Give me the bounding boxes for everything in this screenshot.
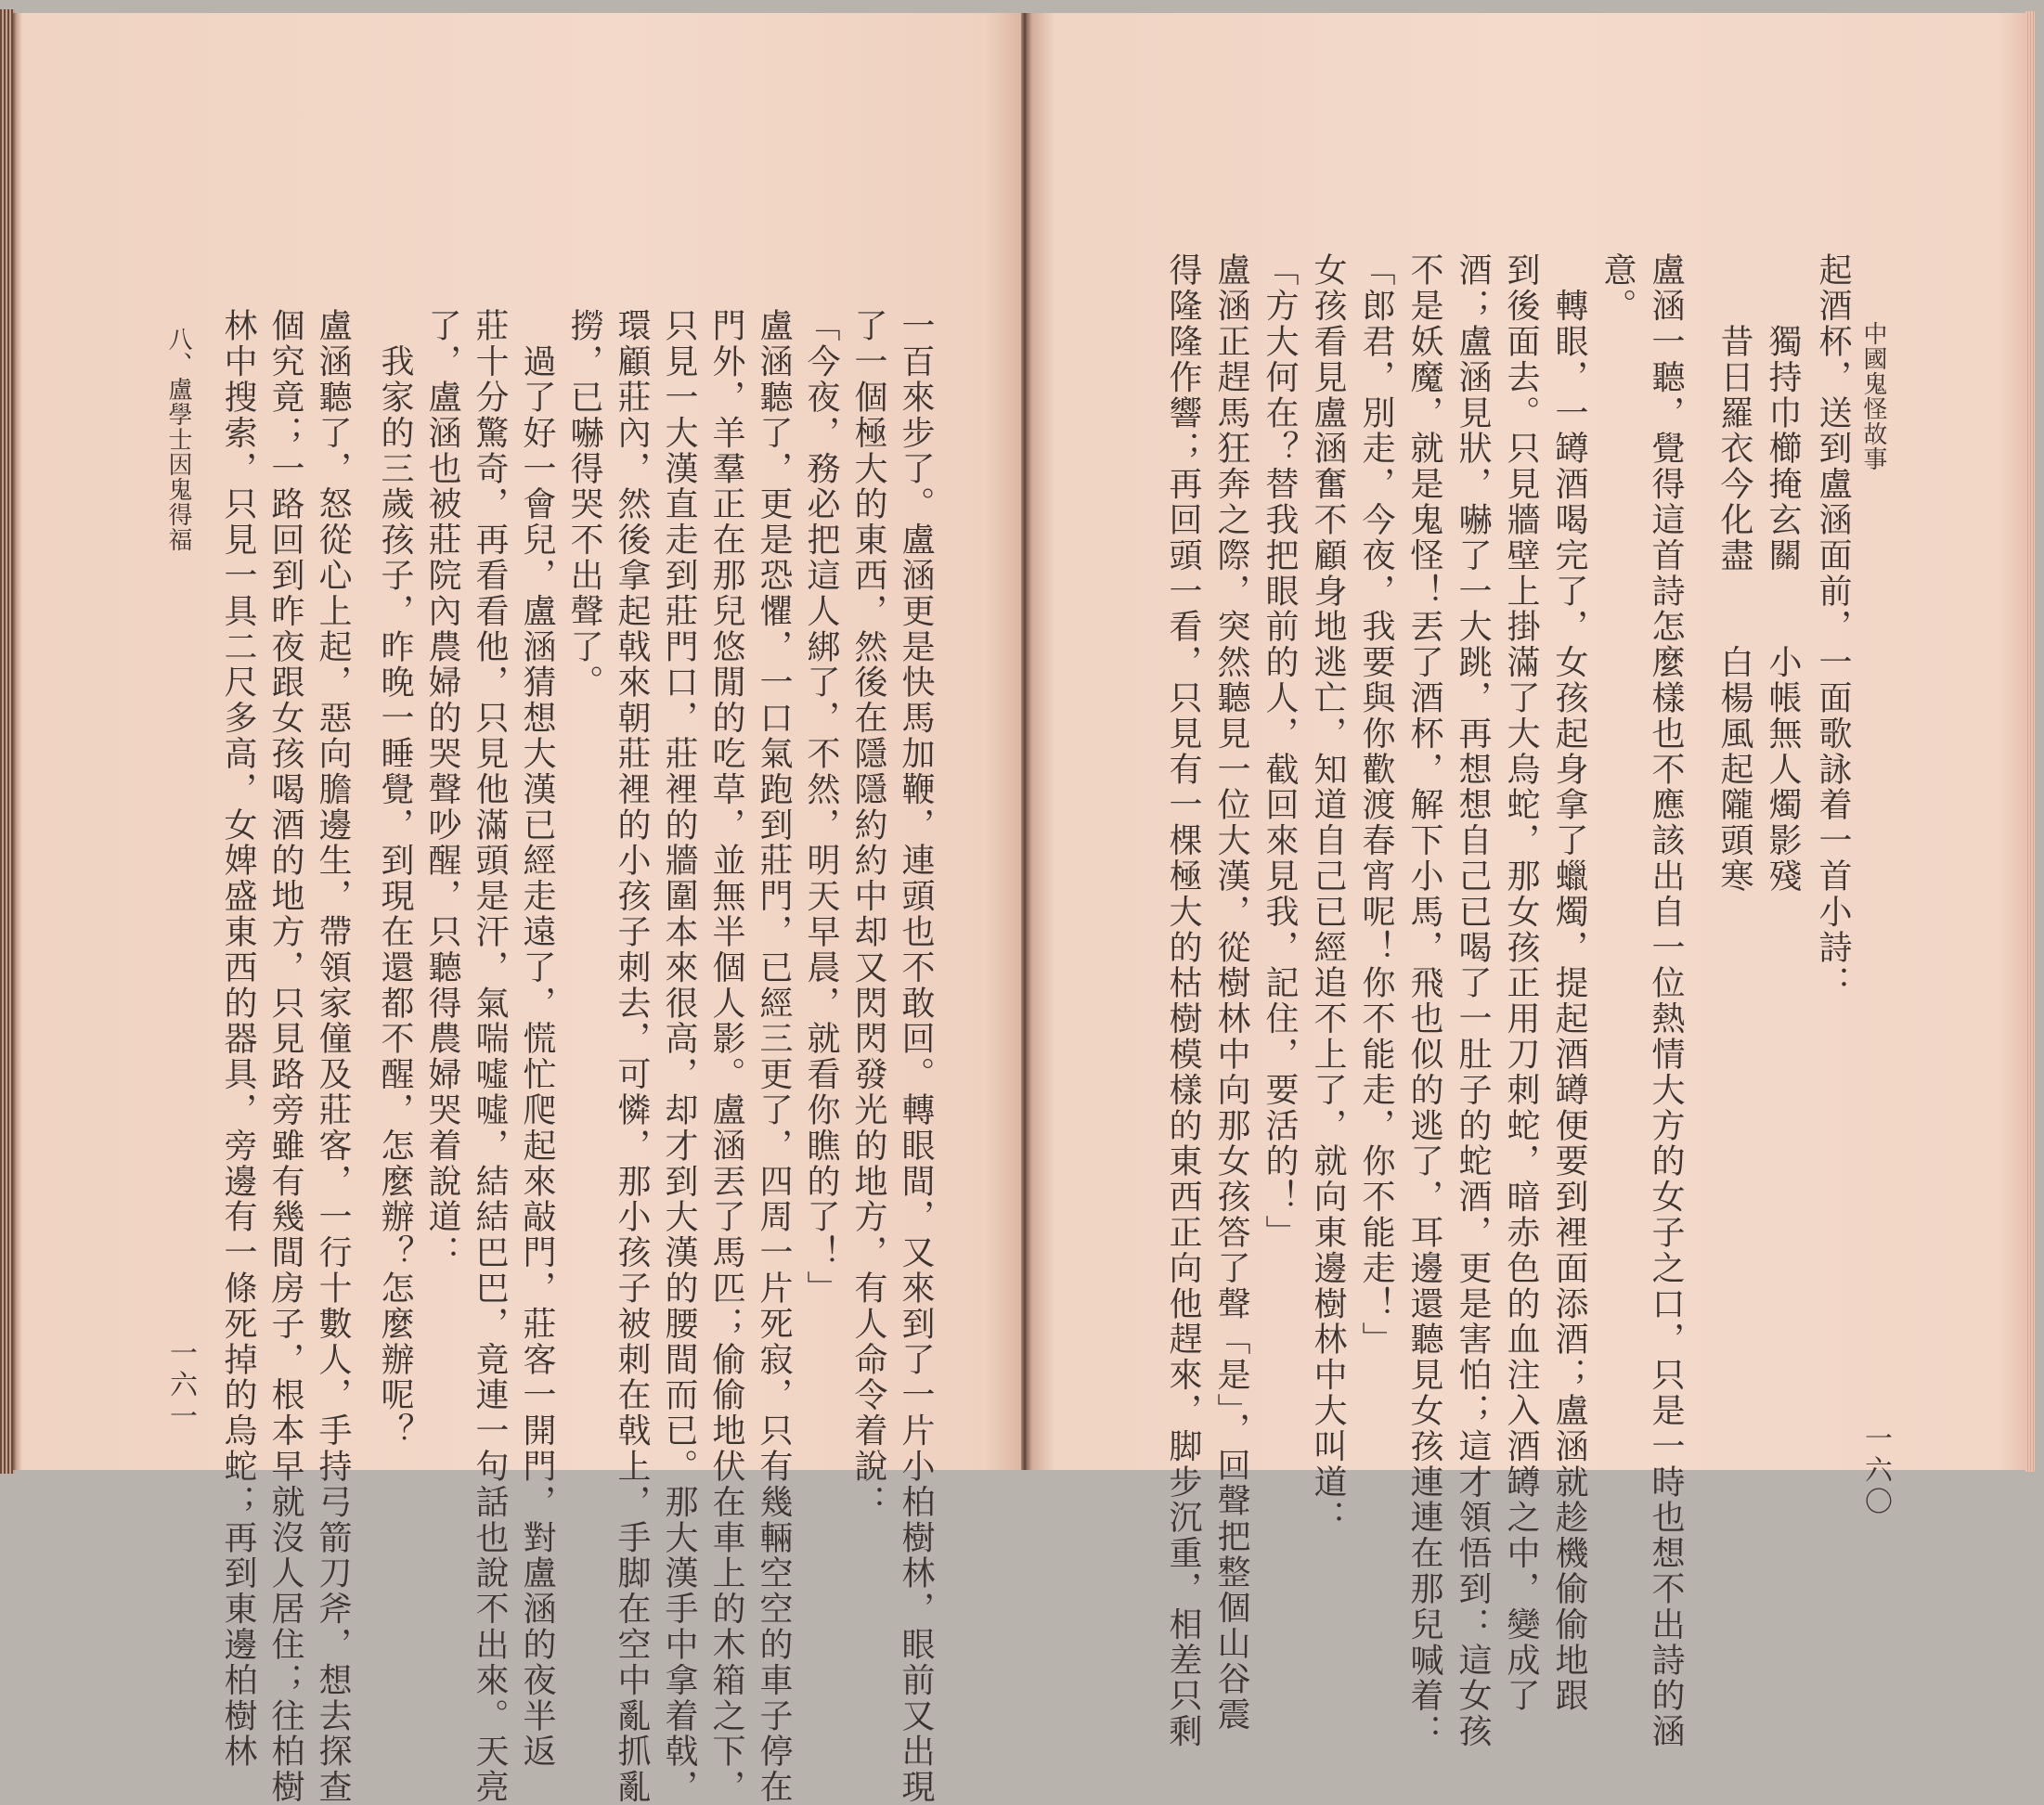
text-column: 只見一大漢直走到莊門口，莊裡的牆圍本來很高，却才到大漢的腰間而已。那大漢手中拿着戟，	[660, 308, 698, 1805]
right-page	[1027, 13, 2029, 1749]
text-column: 「方大何在？替我把眼前的人，截回來見我，記住，要活的！」	[1261, 252, 1299, 1251]
text-column: 了一個極大的東西，然後在隱隱約約中却又閃閃發光的地方，有人命令着說：	[849, 308, 887, 1520]
poem-line: 昔日羅衣今化盡 白楊風起隴頭寒	[1715, 252, 1753, 895]
text-column: 莊十分驚奇，再看看他，只見他滿頭是汗，氣喘噓噓，結結巴巴，竟連一句話也說不出來。天亮	[471, 308, 509, 1805]
left-page	[13, 13, 1025, 1805]
text-column: 女孩看見盧涵奮不顧身地逃亡，知道自己已經追不上了，就向東邊樹林中大叫道：	[1309, 252, 1347, 1536]
poem-line: 獨持巾櫛掩玄關 小帳無人燭影殘	[1764, 252, 1802, 895]
text-column: 盧涵一聽，覺得這首詩怎麼樣也不應該出自一位熱情大方的女子之口，只是一時也想不出詩的涵	[1647, 252, 1685, 1749]
text-column: 盧涵聽了，怒從心上起，惡向膽邊生，帶領家僮及莊客，一行十數人，手持弓箭刀斧，想去探查	[314, 308, 352, 1805]
text-column: 酒；盧涵見狀，嚇了一大跳，再想想自己已喝了一肚子的蛇酒，更是害怕；這才領悟到：這女孩	[1454, 252, 1492, 1749]
text-column: 過了好一會兒，盧涵猜想大漢已經走遠了，慌忙爬起來敲門，莊客一開門，對盧涵的夜半返	[518, 308, 556, 1770]
text-column: 到後面去。只見牆壁上掛滿了大烏蛇，那女孩正用刀刺蛇，暗赤色的血注入酒罇之中，變成了	[1502, 252, 1540, 1714]
running-header: 中國鬼怪故事	[1859, 321, 1887, 471]
text-column: 盧涵聽了，更是恐懼，一口氣跑到莊門，已經三更了，四周一片死寂，只有幾輛空空的車子停在	[755, 308, 793, 1805]
text-column: 我家的三歲孩子，昨晚一睡覺，到現在還都不醒，怎麼辦？怎麼辦呢？	[376, 308, 414, 1449]
text-column: 盧涵正趕馬狂奔之際，突然聽見一位大漢，從樹林中向那女孩答了聲「是」，回聲把整個山谷震	[1212, 252, 1250, 1733]
text-column: 轉眼，一罇酒喝完了，女孩起身拿了蠟燭，提起酒罇便要到裡面添酒；盧涵就趁機偷偷地跟	[1550, 252, 1588, 1714]
text-column: 得隆隆作響；再回頭一看，只見有一棵極大的枯樹模樣的東西正向他趕來，脚步沉重，相差只剩	[1164, 252, 1202, 1749]
text-column: 起酒杯，送到盧涵面前，一面歌詠着一首小詩：	[1814, 252, 1852, 1001]
text-column: 一百來步了。盧涵更是快馬加鞭，連頭也不敢回。轉眼間，又來到了一片小柏樹林，眼前又出現	[897, 308, 935, 1805]
text-column: 不是妖魔，就是鬼怪！丟了酒杯，解下小馬，飛也似的逃了，耳邊還聽見女孩連連在那兒喊着：	[1405, 252, 1443, 1749]
text-column: 「郎君，別走，今夜，我要與你歡渡春宵呢！你不能走，你不能走！」	[1357, 252, 1395, 1358]
text-column: 個究竟；一路回到昨夜跟女孩喝酒的地方，只見路旁雖有幾間房子，根本早就沒人居住；往柏樹	[266, 308, 304, 1805]
text-column: 意。	[1598, 252, 1636, 324]
page-number: 一六〇	[1859, 1424, 1892, 1518]
page-number: 一六一	[164, 1338, 197, 1433]
text-column: 「今夜，務必把這人綁了，不然，明天早晨，就看你瞧的了！」	[802, 308, 840, 1307]
text-column: 環顧莊內，然後拿起戟來朝莊裡的小孩子刺去，可憐，那小孩子被刺在戟上，手脚在空中亂抓亂	[613, 308, 651, 1805]
text-column: 了，盧涵也被莊院內農婦的哭聲吵醒，只聽得農婦哭着說道：	[423, 308, 461, 1270]
chapter-footer: 八、盧學士因鬼得福	[164, 327, 192, 552]
text-column: 門外，羊羣正在那兒悠閒的吃草，並無半個人影。盧涵丟了馬匹；偷偷地伏在車上的木箱之下，	[707, 308, 745, 1805]
text-column: 林中搜索，只見一具二尺多高，女婢盛東西的器具，旁邊有一條死掉的烏蛇；再到東邊柏樹林	[219, 308, 257, 1770]
text-column: 撈，已嚇得哭不出聲了。	[565, 308, 603, 701]
book-page-edges-right	[2025, 11, 2035, 1472]
